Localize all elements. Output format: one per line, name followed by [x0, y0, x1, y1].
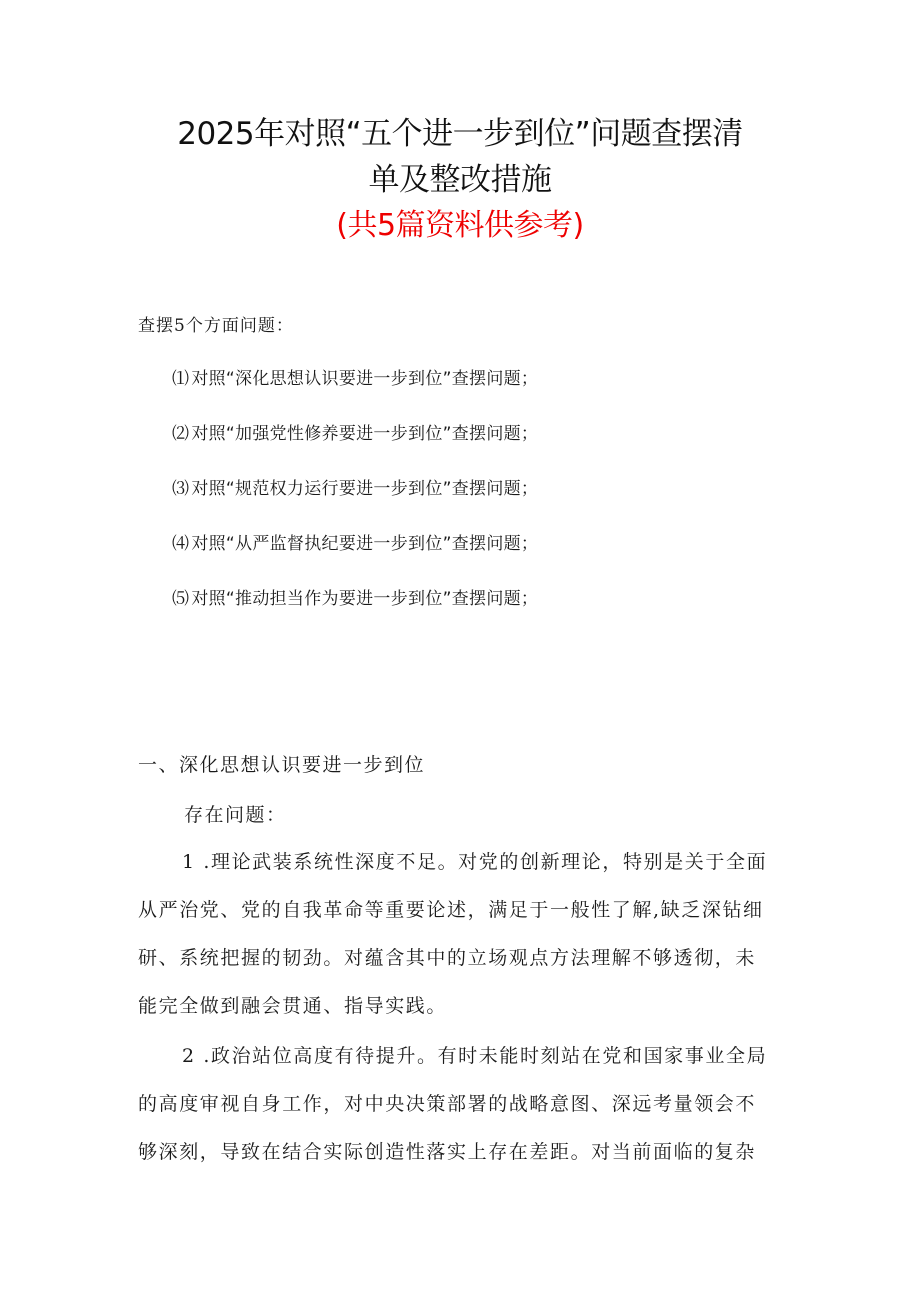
list-item-text: 对照“深化思想认识要进一步到位”查摆问题；: [191, 369, 539, 389]
list-item: [172, 475, 538, 503]
list-item-text: 对照“加强党性修养要进一步到位”查摆问题；: [191, 424, 539, 444]
list-item-text: 对照“推动担当作为要进一步到位”查摆问题；: [191, 589, 539, 609]
paragraph-line: 能完全做到融会贯通、指导实践。: [138, 995, 448, 1017]
paragraph-line: 的高度审视自身工作，对中央决策部署的战略意图、深远考量领会不: [138, 1093, 757, 1115]
list-item-text: 对照“从严监督执纪要进一步到位”查摆问题；: [191, 534, 539, 554]
paragraph-line: 2 .政治站位高度有待提升。有时未能时刻站在党和国家事业全局: [182, 1045, 768, 1067]
paragraph-line: 1 .理论武装系统性深度不足。对党的创新理论，特别是关于全面: [182, 851, 768, 873]
list-item-number: ⑶: [172, 479, 190, 499]
paragraph-line: 从严治党、党的自我革命等重要论述，满足于一般性了解,缺乏深钻细: [138, 899, 764, 921]
intro-text: 查摆5个方面问题：: [138, 316, 294, 336]
document-title-line-2: 单及整改措施: [368, 162, 552, 198]
section-heading: 一、深化思想认识要进一步到位: [138, 754, 426, 776]
list-item: [172, 530, 538, 558]
list-item-number: ⑵: [172, 424, 190, 444]
document-title-line-1: 2025年对照“五个进一步到位”问题查摆清: [177, 116, 743, 152]
document-subtitle: (共5篇资料供参考): [336, 208, 584, 243]
paragraph-line: 研、系统把握的韧劲。对蕴含其中的立场观点方法理解不够透彻，未: [138, 947, 757, 969]
list-item-number: ⑸: [172, 589, 190, 609]
list-item: [172, 365, 538, 393]
list-item-number: ⑴: [172, 369, 190, 389]
list-item: [172, 585, 538, 613]
list-item-number: ⑷: [172, 534, 190, 554]
list-item-text: 对照“规范权力运行要进一步到位”查摆问题；: [191, 479, 539, 499]
list-item: [172, 420, 538, 448]
paragraph-line: 够深刻，导致在结合实际创造性落实上存在差距。对当前面临的复杂: [138, 1141, 757, 1163]
section-subheading: 存在问题：: [184, 804, 287, 826]
